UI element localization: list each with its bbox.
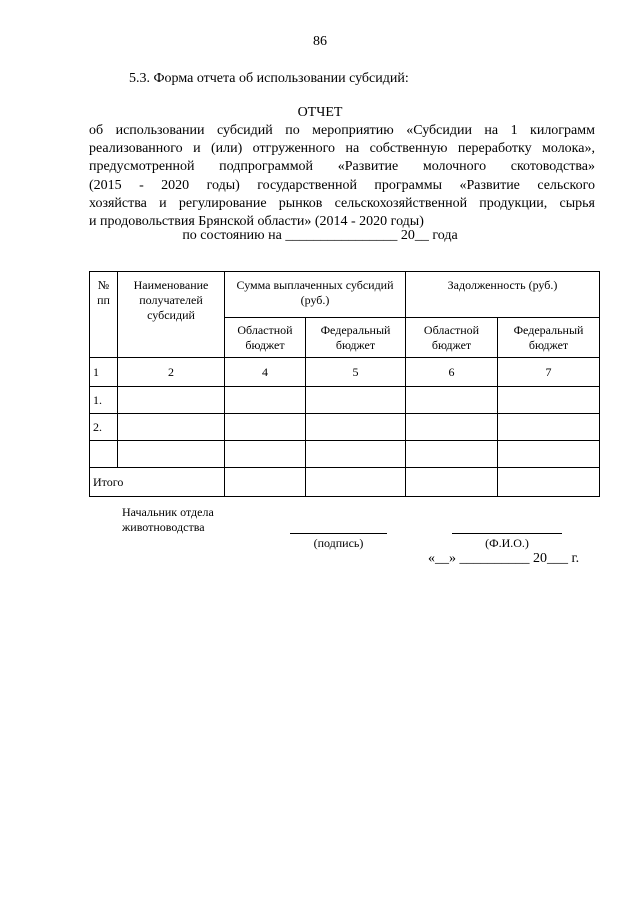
report-as-of-date: по состоянию на ________________ 20__ года bbox=[182, 228, 458, 243]
row-number: 1. bbox=[90, 387, 118, 414]
column-number: 5 bbox=[306, 358, 406, 387]
header-debt-federal: Федеральный бюджет bbox=[498, 318, 600, 358]
total-row bbox=[90, 468, 600, 497]
signature-caption: (подпись) bbox=[313, 536, 364, 550]
table-cell[interactable] bbox=[225, 387, 306, 414]
date-line: «__» __________ 20___ г. bbox=[428, 551, 580, 566]
table-row bbox=[90, 441, 600, 468]
column-number: 1 bbox=[90, 358, 118, 387]
total-label: Итого bbox=[90, 468, 225, 497]
table-cell[interactable] bbox=[306, 441, 406, 468]
table-cell[interactable] bbox=[118, 441, 225, 468]
column-number-row bbox=[90, 358, 600, 387]
table-cell[interactable] bbox=[498, 468, 600, 497]
column-number: 2 bbox=[118, 358, 225, 387]
signer-position-line: животноводства bbox=[122, 520, 205, 534]
table-cell[interactable] bbox=[406, 441, 498, 468]
report-table bbox=[89, 271, 600, 497]
table-row bbox=[90, 414, 600, 441]
row-number bbox=[90, 441, 118, 468]
header-recipient: Наименование получателей субсидий bbox=[118, 272, 225, 358]
table-cell[interactable] bbox=[406, 468, 498, 497]
report-description-line: реализованного и (или) отгруженного на собственную переработку молока», bbox=[89, 141, 595, 157]
table-cell[interactable] bbox=[306, 387, 406, 414]
row-number: 2. bbox=[90, 414, 118, 441]
header-debt-regional: Областной бюджет bbox=[406, 318, 498, 358]
header-debt: Задолженность (руб.) bbox=[406, 272, 600, 318]
report-description-line: предусмотренной подпрограммой «Развитие молочного скотоводства» bbox=[89, 159, 595, 175]
report-description-line: и продовольствия Брянской области» (2014 - 2020 годы) bbox=[89, 214, 424, 230]
signer-position-line: Начальник отдела bbox=[122, 505, 214, 519]
table-header-row bbox=[90, 272, 600, 318]
signature-line[interactable] bbox=[290, 533, 387, 534]
signer-position bbox=[122, 505, 214, 535]
table-cell[interactable] bbox=[225, 441, 306, 468]
header-paid-federal: Федеральный бюджет bbox=[306, 318, 406, 358]
header-paid-regional: Областной бюджет bbox=[225, 318, 306, 358]
header-number: № пп bbox=[90, 272, 118, 358]
table-cell[interactable] bbox=[118, 387, 225, 414]
table-cell[interactable] bbox=[225, 414, 306, 441]
name-caption: (Ф.И.О.) bbox=[485, 536, 529, 550]
column-number: 7 bbox=[498, 358, 600, 387]
table-cell[interactable] bbox=[406, 414, 498, 441]
report-description-line: (2015 - 2020 годы) государственной программы «Развитие сельского bbox=[89, 177, 595, 193]
report-title: ОТЧЕТ bbox=[297, 105, 343, 120]
report-description bbox=[89, 122, 595, 231]
column-number: 4 bbox=[225, 358, 306, 387]
column-number: 6 bbox=[406, 358, 498, 387]
table-cell[interactable] bbox=[306, 468, 406, 497]
table-cell[interactable] bbox=[306, 414, 406, 441]
table-cell[interactable] bbox=[225, 468, 306, 497]
table-cell[interactable] bbox=[498, 441, 600, 468]
table-row bbox=[90, 387, 600, 414]
report-description-line: хозяйства и регулирование рынков сельскохозяйственной продукции, сырья bbox=[89, 195, 595, 211]
table-cell[interactable] bbox=[498, 414, 600, 441]
header-paid-subsidies: Сумма выплаченных субсидий (руб.) bbox=[225, 272, 406, 318]
table-cell[interactable] bbox=[498, 387, 600, 414]
table-cell[interactable] bbox=[406, 387, 498, 414]
page-number: 86 bbox=[313, 34, 327, 49]
section-heading: 5.3. Форма отчета об использовании субсидий: bbox=[129, 71, 409, 86]
report-description-line: об использовании субсидий по мероприятию «Субсидии на 1 килограмм bbox=[89, 123, 595, 138]
table-cell[interactable] bbox=[118, 414, 225, 441]
name-line[interactable] bbox=[452, 533, 562, 534]
